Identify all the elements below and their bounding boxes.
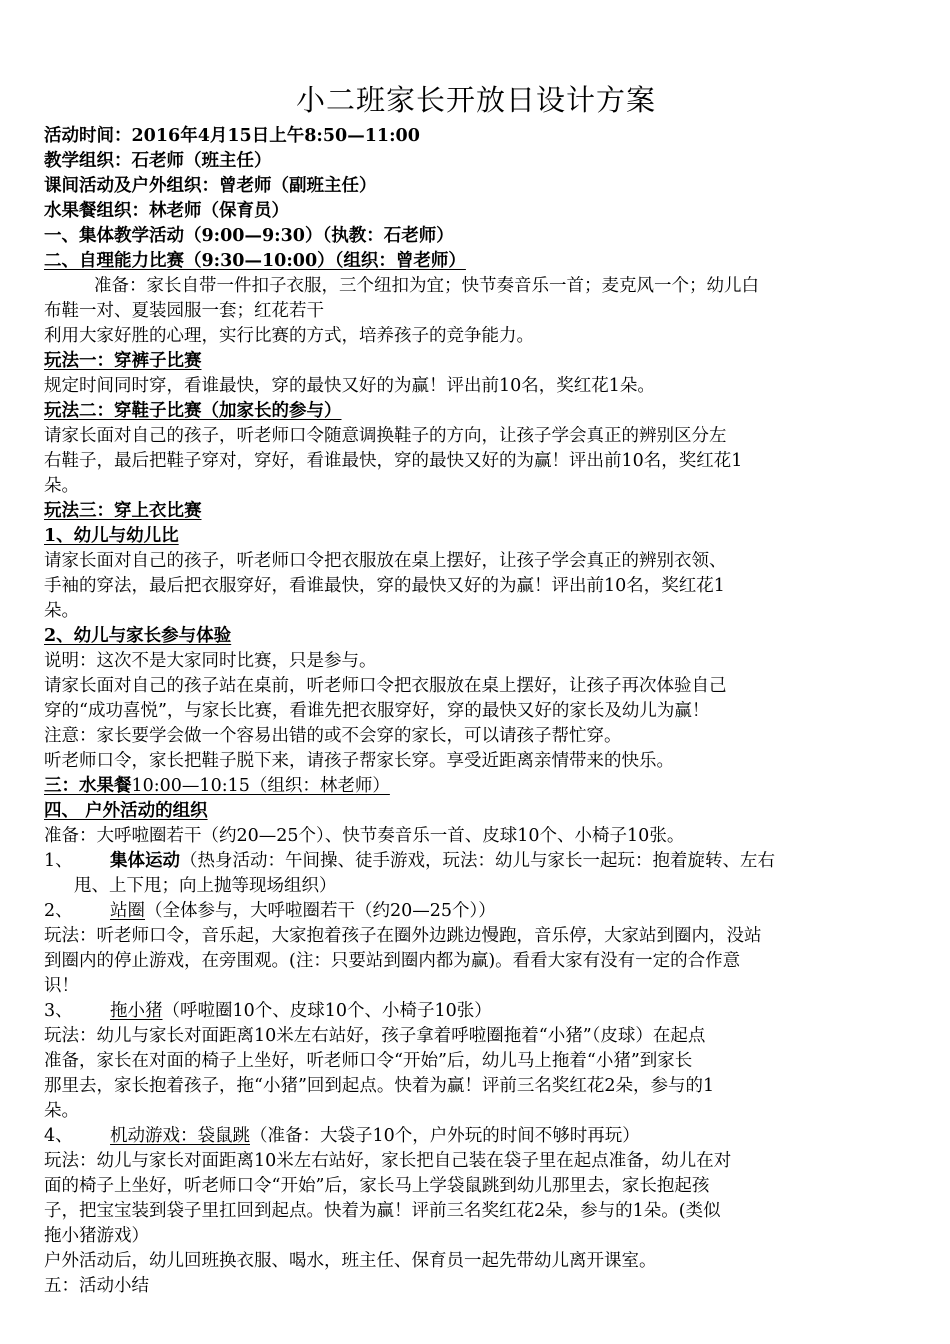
paragraph-line: 子，把宝宝装到袋子里扛回到起点。快着为赢！评前三名奖红花2朵，参与的1朵。(类似 [44, 1201, 721, 1221]
paragraph-line: 甩、上下甩；向上抛等现场组织） [74, 876, 337, 896]
paragraph-line: 听老师口令，家长把鞋子脱下来，请孩子帮家长穿。享受近距离亲情带来的快乐。 [44, 751, 674, 771]
method-3-heading: 玩法三：穿上衣比赛 [44, 501, 202, 521]
paragraph-line: 朵。 [44, 601, 79, 621]
subheading-child-parent: 2、幼儿与家长参与体验 [44, 626, 232, 646]
paragraph-line: 拖小猪游戏） [44, 1226, 149, 1246]
paragraph-line: 请家长面对自己的孩子站在桌前，听老师口令把衣服放在桌上摆好，让孩子再次体验自己 [44, 676, 727, 696]
paragraph-line: 玩法：听老师口令，音乐起，大家抱着孩子在圈外边跳边慢跑，音乐停，大家站到圈内，没站 [44, 926, 762, 946]
item-4-detail: （准备：大袋子10个，户外玩的时间不够时再玩） [250, 1126, 640, 1146]
paragraph-line: 请家长面对自己的孩子，听老师口令随意调换鞋子的方向，让孩子学会真正的辨别区分左 [44, 426, 727, 446]
document-title: 小二班家长开放日设计方案 [295, 83, 656, 117]
fruit-organizer: 水果餐组织：林老师（保育员） [44, 201, 289, 221]
section-4-heading: 四、 户外活动的组织 [44, 801, 208, 821]
paragraph-line: 准备：大呼啦圈若干（约20—25个）、快节奏音乐一首、皮球10个、小椅子10张。 [44, 826, 685, 846]
paragraph-line: 户外活动后，幼儿回班换衣服、喝水，班主任、保育员一起先带幼儿离开课室。 [44, 1251, 657, 1271]
section-3-time: 10:00—10:15（组织：林老师） [131, 776, 390, 796]
item-1-detail: （热身活动：午间操、徒手游戏，玩法：幼儿与家长一起玩：抱着旋转、左右 [180, 851, 775, 871]
item-3-title: 拖小猪 [110, 1001, 163, 1021]
paragraph-line: 说明：这次不是大家同时比赛，只是参与。 [44, 651, 377, 671]
method-2-heading: 玩法二：穿鞋子比赛（加家长的参与） [44, 401, 342, 421]
item-2-line [44, 899, 496, 924]
item-3-detail: （呼啦圈10个、皮球10个、小椅子10张） [162, 1001, 492, 1021]
section-1-heading: 一、集体教学活动（9:00—9:30）（执教：石老师） [44, 226, 454, 246]
paragraph-line: 朵。 [44, 476, 79, 496]
paragraph-line: 玩法：幼儿与家长对面距离10米左右站好，家长把自己装在袋子里在起点准备，幼儿在对 [44, 1151, 732, 1171]
break-organizer: 课间活动及户外组织：曾老师（副班主任） [44, 176, 377, 196]
teaching-organizer: 教学组织：石老师（班主任） [44, 151, 272, 171]
section-2-heading: 二、自理能力比赛（9:30—10:00）（组织：曾老师） [44, 251, 466, 271]
paragraph-line: 那里去，家长抱着孩子，拖“小猪”回到起点。快着为赢！评前三名奖红花2朵，参与的1 [44, 1076, 715, 1096]
item-4-title: 机动游戏：袋鼠跳 [110, 1126, 250, 1146]
paragraph-line: 识！ [44, 976, 79, 996]
paragraph-line: 玩法：幼儿与家长对面距离10米左右站好，孩子拿着呼啦圈拖着“小猪”（皮球）在起点 [44, 1026, 706, 1046]
section-3-line [44, 774, 390, 799]
item-number: 3、 [44, 1001, 73, 1021]
item-3-line [44, 999, 492, 1024]
paragraph-line: 利用大家好胜的心理，实行比赛的方式，培养孩子的竞争能力。 [44, 326, 534, 346]
paragraph-line: 手袖的穿法，最后把衣服穿好，看谁最快，穿的最快又好的为赢！评出前10名，奖红花1 [44, 576, 725, 596]
item-number: 2、 [44, 901, 73, 921]
item-2-detail: （全体参与，大呼啦圈若干（约20—25个）） [145, 901, 496, 921]
paragraph-line: 准备，家长在对面的椅子上坐好，听老师口令“开始”后，幼儿马上拖着“小猪”到家长 [44, 1051, 693, 1071]
item-number: 1、 [44, 851, 73, 871]
item-4-line [44, 1124, 640, 1149]
section-5-heading: 五：活动小结 [44, 1276, 149, 1296]
item-1-line [44, 849, 775, 874]
item-1-title: 集体运动 [110, 851, 180, 871]
paragraph-line: 右鞋子，最后把鞋子穿对，穿好，看谁最快，穿的最快又好的为赢！评出前10名，奖红花1 [44, 451, 743, 471]
activity-time: 活动时间：2016年4月15日上午8:50—11:00 [44, 126, 420, 146]
item-2-title: 站圈 [110, 901, 145, 921]
paragraph-line: 布鞋一对、夏装园服一套；红花若干 [44, 301, 324, 321]
paragraph-line: 规定时间同时穿，看谁最快，穿的最快又好的为赢！评出前10名，奖红花1朵。 [44, 376, 655, 396]
method-1-heading: 玩法一：穿裤子比赛 [44, 351, 202, 371]
paragraph-line: 请家长面对自己的孩子，听老师口令把衣服放在桌上摆好，让孩子学会真正的辨别衣领、 [44, 551, 727, 571]
paragraph-line: 到圈内的停止游戏，在旁围观。(注：只要站到圈内都为赢)。看看大家有没有一定的合作意 [44, 951, 741, 971]
paragraph-line: 准备：家长自带一件扣子衣服，三个纽扣为宜；快节奏音乐一首；麦克风一个；幼儿白 [94, 276, 759, 296]
item-number: 4、 [44, 1126, 73, 1146]
paragraph-line: 穿的“成功喜悦”，与家长比赛，看谁先把衣服穿好，穿的最快又好的家长及幼儿为赢！ [44, 701, 710, 721]
paragraph-line: 面的椅子上坐好，听老师口令“开始”后，家长马上学袋鼠跳到幼儿那里去，家长抱起孩 [44, 1176, 710, 1196]
section-3-heading: 三：水果餐 [44, 776, 132, 796]
paragraph-line: 注意：家长要学会做一个容易出错的或不会穿的家长，可以请孩子帮忙穿。 [44, 726, 622, 746]
subheading-child-vs-child: 1、幼儿与幼儿比 [44, 526, 179, 546]
paragraph-line: 朵。 [44, 1101, 79, 1121]
